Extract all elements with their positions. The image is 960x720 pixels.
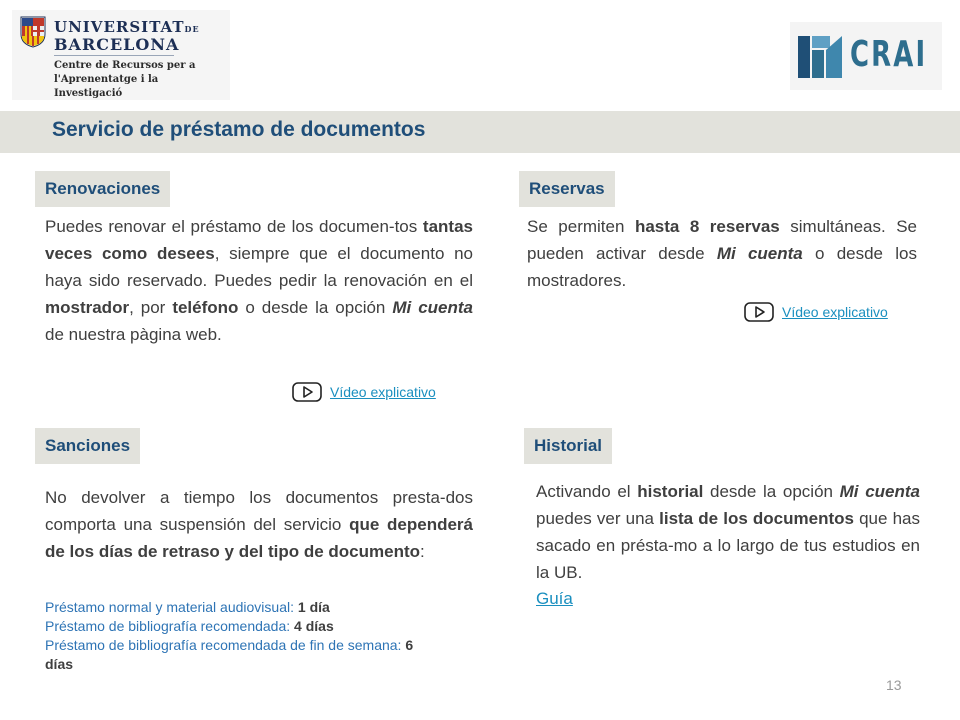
sanciones-item-value: 1 día bbox=[297, 599, 330, 615]
play-icon[interactable] bbox=[292, 382, 322, 402]
list-item bbox=[45, 598, 425, 617]
ub-logo bbox=[12, 10, 230, 100]
play-icon[interactable] bbox=[744, 302, 774, 322]
historial-text-part: puedes ver una bbox=[536, 509, 660, 528]
sanciones-text-part: : bbox=[420, 542, 425, 561]
historial-text-part: desde la opción bbox=[703, 482, 840, 501]
ub-logo-name-line1: UNIVERSITATDE bbox=[54, 18, 200, 36]
historial-text bbox=[536, 478, 920, 586]
sanciones-item-label: Préstamo de bibliografía recomendada: bbox=[45, 618, 295, 634]
section-heading-sanciones: Sanciones bbox=[35, 428, 140, 464]
list-item bbox=[45, 636, 425, 674]
renovaciones-video-link[interactable]: Vídeo explicativo bbox=[330, 384, 436, 400]
renovaciones-text-part: o desde la opción bbox=[238, 298, 393, 317]
reservas-text-bold: hasta 8 reservas bbox=[634, 217, 780, 236]
ub-logo-de: DE bbox=[184, 24, 200, 34]
historial-text-mi-cuenta: Mi cuenta bbox=[839, 482, 920, 501]
page-title: Servicio de préstamo de documentos bbox=[52, 118, 426, 141]
sanciones-item-value: 4 días bbox=[294, 618, 334, 634]
sanciones-text bbox=[45, 484, 473, 565]
renovaciones-text-part: , siempre que el documento no haya sido reservado. Puedes pedir la renovación en el bbox=[45, 244, 474, 290]
historial-text-part: que has sacado en présta-mo a lo largo de tus estudios en la UB. bbox=[536, 509, 921, 582]
section-heading-historial: Historial bbox=[524, 428, 612, 464]
sanciones-list bbox=[45, 598, 425, 674]
reservas-text bbox=[527, 213, 917, 294]
guia-link[interactable]: Guía bbox=[536, 589, 573, 608]
reservas-text-part: o desde los mostradores. bbox=[527, 244, 917, 290]
ub-shield-icon bbox=[20, 16, 46, 48]
section-heading-reservas: Reservas bbox=[519, 171, 615, 207]
ub-logo-centre-name bbox=[54, 59, 229, 101]
renovaciones-text-bold: mostrador bbox=[45, 298, 130, 317]
renovaciones-text-mi-cuenta: Mi cuenta bbox=[392, 298, 474, 317]
ub-logo-divider bbox=[54, 55, 174, 56]
ub-logo-centre-line1: Centre de Recursos per a bbox=[54, 60, 196, 71]
renovaciones-text-part: , por bbox=[129, 298, 173, 317]
historial-text-bold: historial bbox=[637, 482, 704, 501]
renovaciones-text-part: de nuestra pàgina web. bbox=[45, 325, 222, 344]
reservas-text-part: Se permiten bbox=[527, 217, 635, 236]
sanciones-text-part: No devolver a tiempo los documentos presta-dos comporta una suspensión del servicio bbox=[45, 488, 473, 534]
ub-logo-centre-line2: l'Aprenentatge i la Investigació bbox=[54, 74, 159, 99]
sanciones-item-value: 6 días bbox=[45, 637, 414, 672]
renovaciones-text bbox=[45, 213, 473, 348]
renovaciones-video[interactable] bbox=[292, 381, 436, 403]
page-number: 13 bbox=[886, 677, 902, 693]
crai-logo bbox=[790, 22, 942, 90]
historial-text-bold: lista de los documentos bbox=[659, 509, 854, 528]
historial-text-part: Activando el bbox=[536, 482, 638, 501]
renovaciones-text-bold: teléfono bbox=[172, 298, 239, 317]
renovaciones-text-part: Puedes renovar el préstamo de los documen-tos bbox=[45, 217, 423, 236]
renovaciones-text-bold: tantas veces como desees bbox=[45, 217, 473, 263]
crai-logo-icon bbox=[796, 32, 846, 80]
reservas-video[interactable] bbox=[744, 301, 888, 323]
reservas-video-link[interactable]: Vídeo explicativo bbox=[782, 304, 888, 320]
sanciones-text-bold: que dependerá de los días de retraso y del tipo de documento bbox=[45, 515, 473, 561]
sanciones-item-label: Préstamo de bibliografía recomendada de fin de semana: bbox=[45, 637, 406, 653]
reservas-text-mi-cuenta: Mi cuenta bbox=[716, 244, 803, 263]
section-heading-renovaciones: Renovaciones bbox=[35, 171, 170, 207]
ub-logo-name-line2: BARCELONA bbox=[54, 35, 180, 54]
reservas-text-part: simultáneas. Se pueden activar desde bbox=[527, 217, 917, 263]
crai-logo-text: CRAI bbox=[850, 34, 928, 75]
sanciones-item-label: Préstamo normal y material audiovisual: bbox=[45, 599, 298, 615]
list-item bbox=[45, 617, 425, 636]
